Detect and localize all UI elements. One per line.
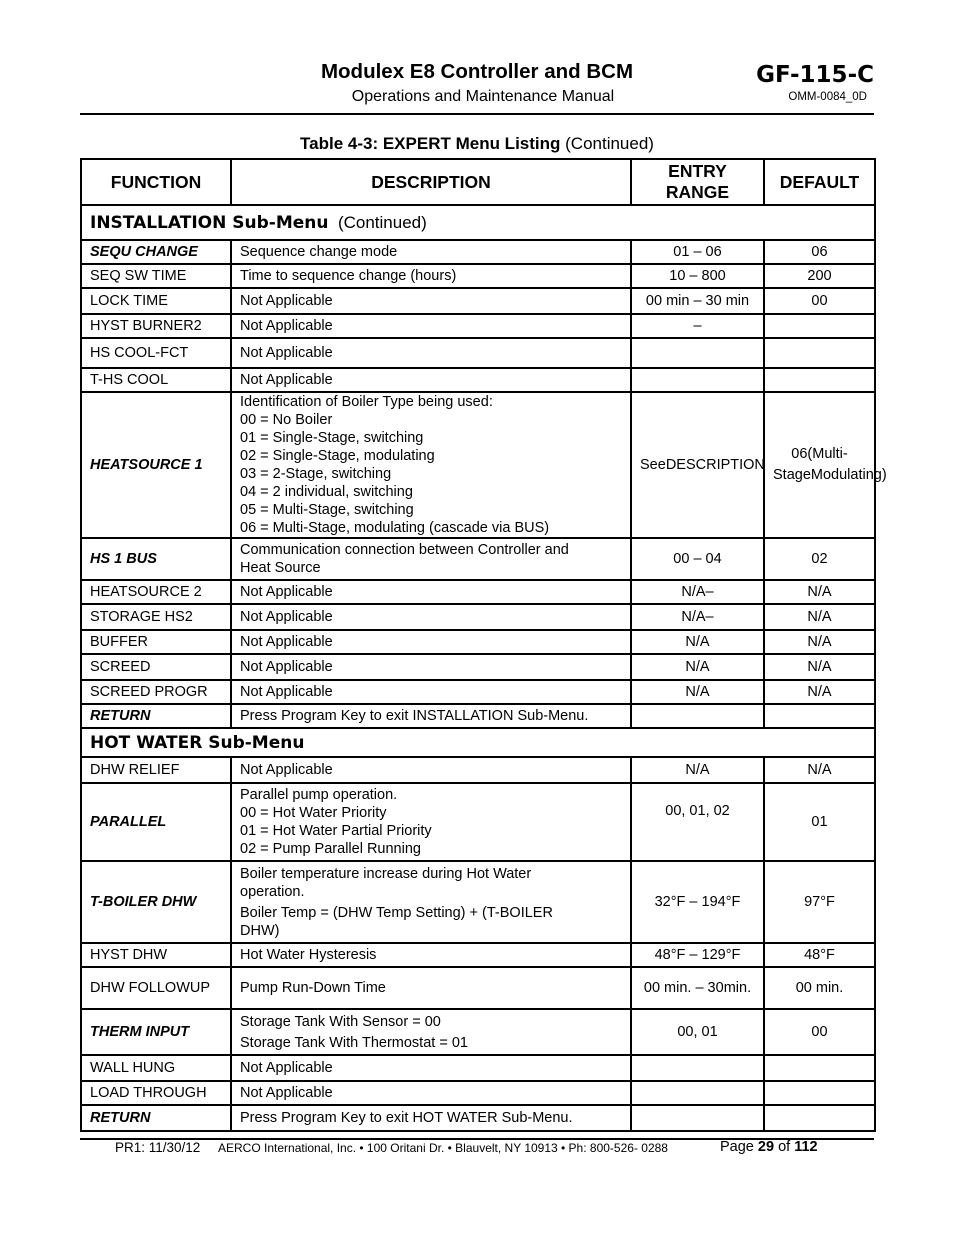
cell-line: Identification of Boiler Type being used: [240, 394, 493, 410]
cell-description [231, 861, 631, 943]
cell-function: HEATSOURCE 1 [81, 392, 231, 538]
table-row [81, 967, 875, 1009]
table-row [81, 288, 875, 314]
cell-entry-range [631, 704, 764, 728]
cell-default: 00 min. [764, 967, 875, 1009]
cell-description: Press Program Key to exit HOT WATER Sub-Menu. [231, 1105, 631, 1131]
cell-function: HYST BURNER2 [81, 314, 231, 338]
table-row [81, 1055, 875, 1081]
cell-entry-range [631, 1081, 764, 1105]
cell-entry-range [631, 392, 764, 538]
cell-function: HEATSOURCE 2 [81, 580, 231, 604]
cell-line: Heat Source [240, 560, 321, 576]
cell-description [231, 1009, 631, 1055]
page-total: 112 [794, 1139, 818, 1155]
cell-description: Not Applicable [231, 368, 631, 392]
cell-function: T-BOILER DHW [81, 861, 231, 943]
table-row [81, 338, 875, 368]
table-row [81, 757, 875, 783]
cell-function: SCREED PROGR [81, 680, 231, 704]
cell-entry-range: N/A [631, 757, 764, 783]
cell-description: Not Applicable [231, 1081, 631, 1105]
cell-description: Press Program Key to exit INSTALLATION Sub-Menu. [231, 704, 631, 728]
footer-address: AERCO International, Inc. • 100 Oritani Dr. • Blauvelt, NY 10913 • Ph: 800-526- 0288 [218, 1141, 668, 1155]
cell-default: 48°F [764, 943, 875, 967]
table-row [81, 580, 875, 604]
document-code: GF-115-C [756, 62, 874, 88]
cell-function: HS 1 BUS [81, 538, 231, 580]
cell-description [231, 392, 631, 538]
cell-function: PARALLEL [81, 783, 231, 861]
table-row [81, 861, 875, 943]
cell-description: Not Applicable [231, 630, 631, 654]
cell-default: N/A [764, 654, 875, 680]
section-name: INSTALLATION Sub-Menu [90, 212, 329, 233]
cell-default: 01 [764, 783, 875, 861]
cell-default [764, 1055, 875, 1081]
cell-entry-range [631, 1055, 764, 1081]
cell-line: 03 = 2-Stage, switching [240, 466, 392, 482]
cell-description: Not Applicable [231, 338, 631, 368]
cell-line: operation. [240, 883, 305, 900]
cell-function: LOAD THROUGH [81, 1081, 231, 1105]
table-row [81, 680, 875, 704]
table-caption [0, 134, 954, 154]
cell-entry-range [631, 368, 764, 392]
cell-function: HS COOL-FCT [81, 338, 231, 368]
table-row [81, 630, 875, 654]
cell-default: 00 [764, 288, 875, 314]
cell-function: DHW FOLLOWUP [81, 967, 231, 1009]
table-row [81, 368, 875, 392]
cell-line: Parallel pump operation. [240, 787, 398, 803]
cell-description: Time to sequence change (hours) [231, 264, 631, 288]
table-row [81, 604, 875, 630]
column-header-default: DEFAULT [764, 159, 875, 205]
cell-line: 01 = Single-Stage, switching [240, 430, 424, 446]
cell-line: 00 = Hot Water Priority [240, 805, 387, 821]
column-header-description: DESCRIPTION [231, 159, 631, 205]
table-row [81, 392, 875, 538]
cell-line: (Multi-Stage [773, 446, 848, 483]
cell-line: DHW) [240, 922, 280, 939]
cell-default [764, 1081, 875, 1105]
section-suffix: (Continued) [337, 212, 427, 232]
cell-line: Storage Tank With Thermostat = 01 [240, 1034, 468, 1051]
cell-entry-range: N/A [631, 654, 764, 680]
cell-line: Modulating) [810, 467, 887, 483]
cell-description: Pump Run-Down Time [231, 967, 631, 1009]
cell-default [764, 704, 875, 728]
section-name: HOT WATER Sub-Menu [90, 732, 305, 753]
cell-entry-range: – [631, 314, 764, 338]
cell-line: Boiler temperature increase during Hot Water [240, 865, 532, 882]
cell-function: WALL HUNG [81, 1055, 231, 1081]
cell-function: BUFFER [81, 630, 231, 654]
cell-line: 06 = Multi-Stage, modulating (cascade via BUS) [240, 520, 550, 536]
section-title [81, 728, 875, 757]
cell-description: Not Applicable [231, 680, 631, 704]
cell-function: LOCK TIME [81, 288, 231, 314]
cell-entry-range: N/A [631, 630, 764, 654]
table-caption-title: Table 4-3: EXPERT Menu Listing [300, 134, 561, 153]
column-header-entry-range: ENTRY RANGE [631, 159, 764, 205]
document-version: OMM-0084_0D [788, 91, 867, 103]
cell-description: Not Applicable [231, 1055, 631, 1081]
cell-line: DESCRIPTION [665, 457, 765, 473]
cell-function: SEQ SW TIME [81, 264, 231, 288]
cell-description: Not Applicable [231, 757, 631, 783]
cell-default [764, 314, 875, 338]
table-row [81, 240, 875, 264]
cell-entry-range: 00, 01 [631, 1009, 764, 1055]
section-header-installation [81, 205, 875, 240]
cell-description: Sequence change mode [231, 240, 631, 264]
page-label: Page [720, 1139, 758, 1155]
cell-entry-range: 48°F – 129°F [631, 943, 764, 967]
column-header-function: FUNCTION [81, 159, 231, 205]
document-subtitle: Operations and Maintenance Manual [351, 88, 615, 105]
cell-line: 06 [791, 446, 808, 462]
cell-function: T-HS COOL [81, 368, 231, 392]
cell-description: Not Applicable [231, 314, 631, 338]
cell-line: See [640, 457, 666, 473]
cell-line: 02 = Single-Stage, modulating [240, 448, 435, 464]
cell-entry-range: N/A [631, 680, 764, 704]
cell-description: Hot Water Hysteresis [231, 943, 631, 967]
table-row [81, 538, 875, 580]
cell-entry-range: 32°F – 194°F [631, 861, 764, 943]
cell-function: RETURN [81, 704, 231, 728]
cell-entry-range: 10 – 800 [631, 264, 764, 288]
cell-default [764, 368, 875, 392]
footer-page-number [720, 1139, 818, 1155]
cell-line: 04 = 2 individual, switching [240, 484, 413, 500]
cell-default: N/A [764, 680, 875, 704]
table-row [81, 1105, 875, 1131]
cell-function: SCREED [81, 654, 231, 680]
cell-entry-range: N/A– [631, 604, 764, 630]
header-rule [80, 113, 874, 115]
cell-default: 97°F [764, 861, 875, 943]
cell-line: 00 = No Boiler [240, 412, 333, 428]
cell-function: HYST DHW [81, 943, 231, 967]
table-header-row [81, 159, 875, 205]
table-row [81, 1081, 875, 1105]
cell-default: N/A [764, 604, 875, 630]
cell-default: N/A [764, 580, 875, 604]
cell-description [231, 783, 631, 861]
cell-default [764, 392, 887, 538]
cell-default: N/A [764, 630, 875, 654]
cell-entry-range: N/A– [631, 580, 764, 604]
cell-default: 06 [764, 240, 875, 264]
cell-description: Not Applicable [231, 580, 631, 604]
cell-function: STORAGE HS2 [81, 604, 231, 630]
cell-function: SEQU CHANGE [81, 240, 231, 264]
cell-entry-range [631, 338, 764, 368]
cell-entry-range: 00 min – 30 min [631, 288, 764, 314]
table-row [81, 943, 875, 967]
cell-line: min. [723, 980, 752, 996]
table-caption-suffix: (Continued) [560, 134, 654, 153]
cell-line: 02 = Pump Parallel Running [240, 841, 421, 857]
cell-entry-range: 00 – 04 [631, 538, 764, 580]
document-title: Modulex E8 Controller and BCM [320, 60, 634, 83]
table-row [81, 264, 875, 288]
page-current: 29 [757, 1139, 775, 1155]
cell-line: Storage Tank With Sensor = 00 [240, 1013, 441, 1030]
cell-default: 02 [764, 538, 875, 580]
section-title [81, 205, 875, 240]
table-row [81, 1009, 875, 1055]
cell-default: N/A [764, 757, 875, 783]
table-row [81, 654, 875, 680]
cell-function: RETURN [81, 1105, 231, 1131]
cell-line: 00 min. – 30 [643, 980, 724, 996]
cell-function: DHW RELIEF [81, 757, 231, 783]
cell-description: Not Applicable [231, 654, 631, 680]
cell-line: 05 = Multi-Stage, switching [240, 502, 414, 518]
section-header-hot-water [81, 728, 875, 757]
cell-entry-range [631, 967, 764, 1009]
cell-default: 200 [764, 264, 875, 288]
cell-entry-range: 01 – 06 [631, 240, 764, 264]
cell-entry-range [631, 1105, 764, 1131]
cell-description [231, 538, 631, 580]
cell-description: Not Applicable [231, 288, 631, 314]
table-body [81, 205, 887, 1131]
cell-entry-range: 00, 01, 02 [631, 783, 764, 861]
page-of-label: of [774, 1139, 795, 1155]
cell-line: 01 = Hot Water Partial Priority [240, 823, 432, 839]
cell-default [764, 1105, 875, 1131]
cell-function: THERM INPUT [81, 1009, 231, 1055]
cell-line: Boiler Temp = (DHW Temp Setting) + (T-BOILER [240, 904, 553, 921]
cell-line: Communication connection between Controller and [240, 542, 569, 558]
cell-default [764, 338, 875, 368]
table-row [81, 704, 875, 728]
table-row [81, 783, 875, 861]
cell-default: 00 [764, 1009, 875, 1055]
cell-description: Not Applicable [231, 604, 631, 630]
table-row [81, 314, 875, 338]
expert-menu-table [80, 158, 887, 1132]
footer-revision: PR1: 11/30/12 [115, 1140, 201, 1155]
